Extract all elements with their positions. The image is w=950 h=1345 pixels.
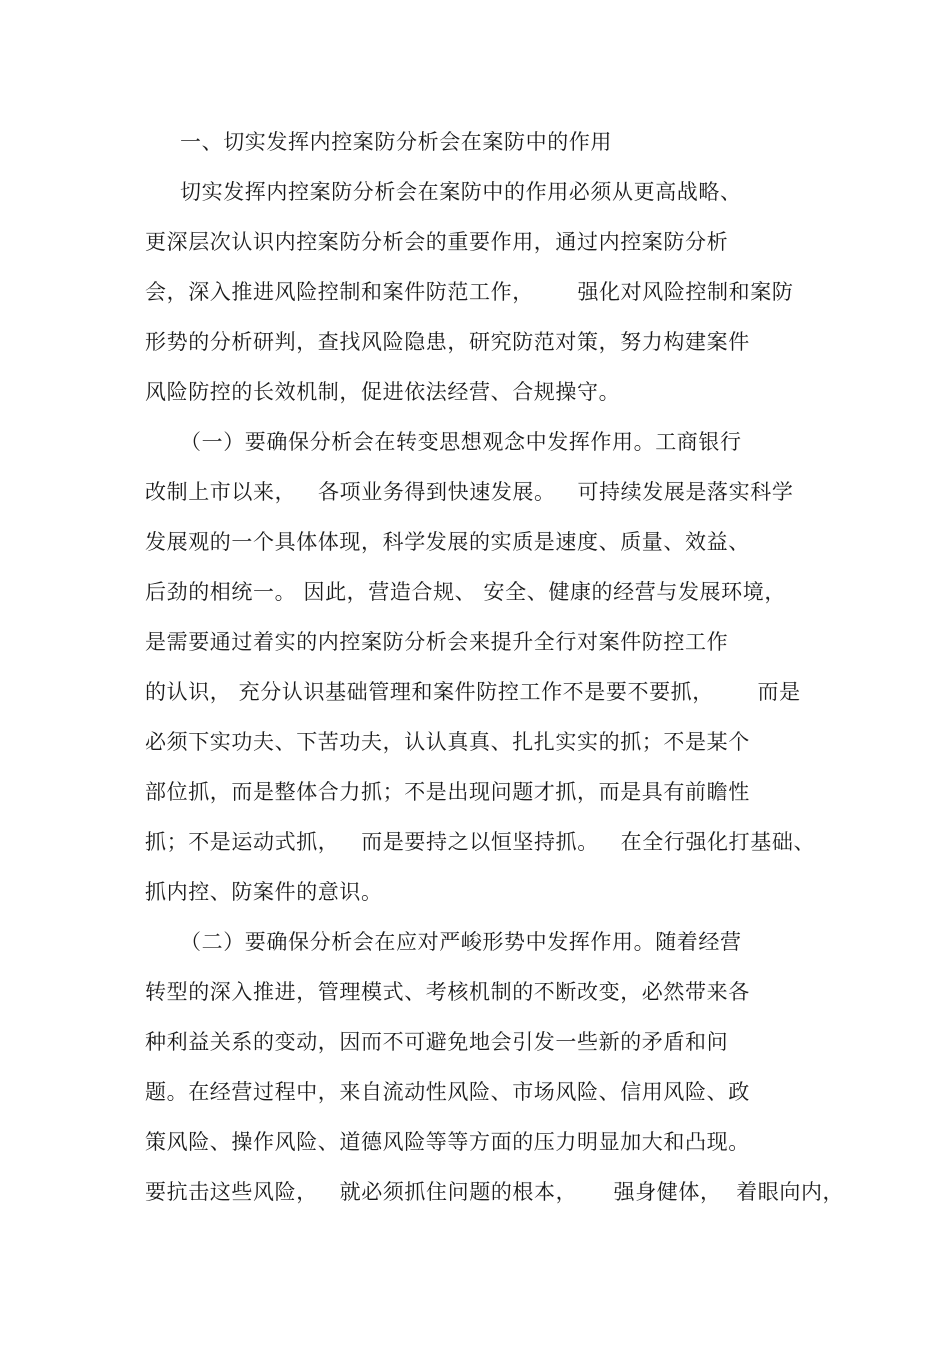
paragraph-line: 改制上市以来， 各项业务得到快速发展。 可持续发展是落实科学 [145,480,794,504]
paragraph-line: 发展观的一个具体体现，科学发展的实质是速度、质量、效益、 [145,530,750,554]
paragraph-line: 切实发挥内控案防分析会在案防中的作用必须从更高战略、 [180,180,742,204]
paragraph-line: 部位抓，而是整体合力抓；不是出现问题才抓，而是具有前瞻性 [145,780,750,804]
paragraph-line: 更深层次认识内控案防分析会的重要作用，通过内控案防分析 [145,230,729,254]
paragraph-line: （一）要确保分析会在转变思想观念中发挥作用。工商银行 [180,430,742,454]
paragraph-line: 风险防控的长效机制，促进依法经营、合规操守。 [145,380,621,404]
paragraph-line: 抓；不是运动式抓， 而是要持之以恒坚持抓。 在全行强化打基础、 [145,830,816,854]
paragraph-line: 的认识， 充分认识基础管理和案件防控工作不是要不要抓， 而是 [145,680,801,704]
paragraph-line: 转型的深入推进，管理模式、考核机制的不断改变，必然带来各 [145,980,750,1004]
paragraph-line: 策风险、操作风险、道德风险等等方面的压力明显加大和凸现。 [145,1130,750,1154]
paragraph-line: 题。在经营过程中，来自流动性风险、市场风险、信用风险、政 [145,1080,750,1104]
section-heading: 一、切实发挥内控案防分析会在案防中的作用 [180,130,612,154]
paragraph-line: 后劲的相统一。 因此，营造合规、 安全、健康的经营与发展环境， [145,580,786,604]
paragraph-line: 要抗击这些风险， 就必须抓住问题的根本， 强身健体， 着眼向内， [145,1180,845,1204]
paragraph-line: 种利益关系的变动，因而不可避免地会引发一些新的矛盾和问 [145,1030,729,1054]
paragraph-line: 会，深入推进风险控制和案件防范工作， 强化对风险控制和案防 [145,280,794,304]
paragraph-line: 抓内控、防案件的意识。 [145,880,383,904]
paragraph-line: 必须下实功夫、下苦功夫，认认真真、扎扎实实的抓；不是某个 [145,730,750,754]
paragraph-line: 形势的分析研判，查找风险隐患，研究防范对策，努力构建案件 [145,330,750,354]
paragraph-line: （二）要确保分析会在应对严峻形势中发挥作用。随着经营 [180,930,742,954]
paragraph-line: 是需要通过着实的内控案防分析会来提升全行对案件防控工作 [145,630,729,654]
